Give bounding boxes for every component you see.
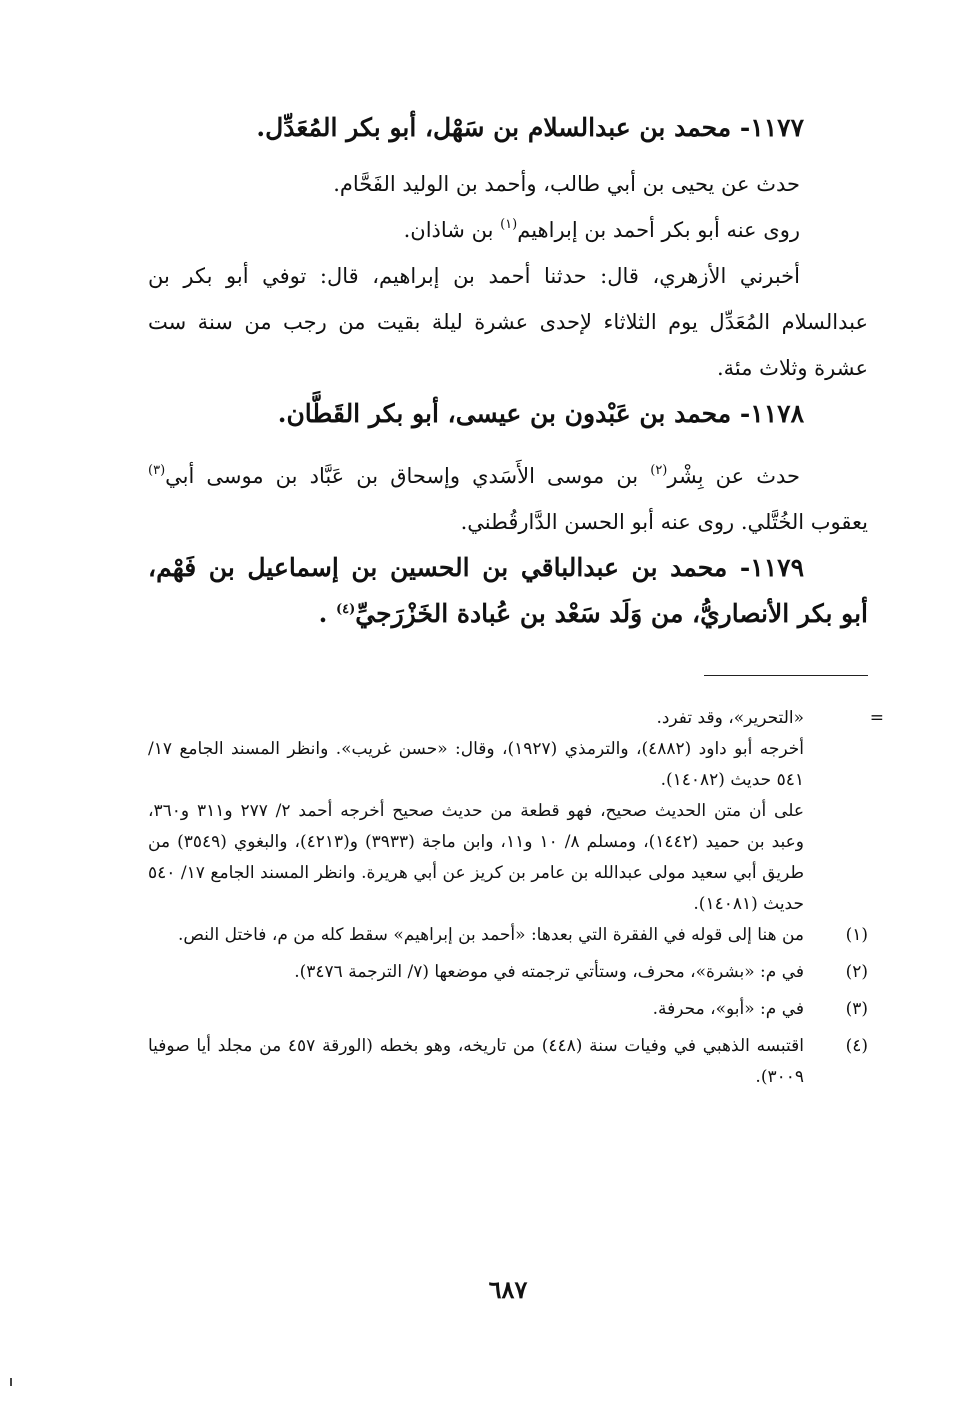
entry-1178-paragraph: حدث عن بِشْر$^{(٢)}$ بن موسى الأَسَدي وإسحاق بن عَبَّاد بن موسى أبي$^{(٣)}$ يعقوب الخُتَّلي. روى عنه أبو الحسن الدَّارقُطني. xyxy=(148,463,868,534)
footnote-ref-3[interactable]: (٣) xyxy=(148,463,166,478)
footnote-2 xyxy=(148,957,868,988)
footnote-ref-1[interactable]: (١) xyxy=(500,217,518,232)
footnote-continued-1: «التحرير»، وقد تفرد. xyxy=(656,708,804,728)
footnote-number: (٣) xyxy=(845,999,868,1019)
footnote-separator xyxy=(704,675,868,676)
footnote-number: (٤) xyxy=(845,1036,868,1056)
book-page xyxy=(148,105,884,1345)
footnote-4 xyxy=(148,1031,868,1093)
footnote-text: في م: «أبو»، محرفة. xyxy=(652,999,804,1019)
footnote-continued-3: على أن متن الحديث صحيح، فهو قطعة من حديث صحيح أخرجه أحمد ٢/ ٢٧٧ و٣١١ و٣٦٠، وعبد بن حميد (١٤٤٢)، ومسلم ٨/ ١٠ و١١، وابن ماجة (٣٩٣٣) و(٤٢١٣)، والبغوي (٣٥٤٩) من طريق أبي سعيد مولى عبدالله بن عامر بن كريز عن أبي هريرة. وانظر المسند الجامع ١٧/ ٥٤٠ حديث (١٤٠٨١). xyxy=(148,801,804,914)
continuation-mark: = xyxy=(869,708,884,728)
footnote-3 xyxy=(148,994,868,1025)
page-number: ٦٨٧ xyxy=(488,1275,528,1304)
footnote-text: في م: «بشرة»، محرف، وستأتي ترجمته في موضعها (٧/ الترجمة ٣٤٧٦). xyxy=(294,962,804,982)
footnote-continued-2: أخرجه أبو داود (٤٨٨٢)، والترمذي (١٩٢٧)، وقال: «حسن غريب». وانظر المسند الجامع ١٧/ ٥٤١ حديث (١٤٠٨٢). xyxy=(148,739,804,790)
entry-title-1178: ١١٧٨- محمد بن عَبْدون بن عيسى، أبو بكر القَطَّان. xyxy=(277,399,804,428)
footnote-number: (١) xyxy=(845,925,868,945)
footnote-ref-2[interactable]: (٢) xyxy=(650,463,668,478)
scan-edge-mark xyxy=(10,1378,12,1386)
entry-title-1179: ١١٧٩- محمد بن عبدالباقي بن الحسين بن إسماعيل بن فَهْم، أبو بكر الأنصاريُّ، من وَلَد سَعْد بن عُبادة الخَزْرَجيِّ$^{(٤)}$ . xyxy=(148,553,868,628)
footnote-number: (٢) xyxy=(845,962,868,982)
footnotes xyxy=(148,703,884,1093)
entry-1177-line-1: حدث عن يحيى بن أبي طالب، وأحمد بن الوليد الفَحَّام. xyxy=(333,172,800,196)
entry-1177-line-2: روى عنه أبو بكر أحمد بن إبراهيم$^{(١)}$ بن شاذان. xyxy=(403,217,800,242)
footnote-ref-4[interactable]: (٤) xyxy=(336,602,356,617)
footnote-1 xyxy=(148,920,868,951)
entry-title-1177: ١١٧٧- محمد بن عبدالسلام بن سَهْل، أبو بكر المُعَدِّل. xyxy=(256,113,804,142)
footnote-text: اقتبسه الذهبي في وفيات سنة (٤٤٨) من تاريخه، وهو بخطه (الورقة ٤٥٧ من مجلد أيا صوفيا ٣٠٠٩). xyxy=(148,1036,804,1087)
entry-1177-paragraph: أخبرني الأزهري، قال: حدثنا أحمد بن إبراهيم، قال: توفي أبو بكر بن عبدالسلام المُعَدِّل يوم الثلاثاء لإحدى عشرة ليلة بقيت من رجب من سنة ست عشرة وثلاث مئة. xyxy=(148,264,868,380)
footnote-text: من هنا إلى قوله في الفقرة التي بعدها: «أحمد بن إبراهيم» سقط كله من م، فاختل النص. xyxy=(177,925,804,945)
